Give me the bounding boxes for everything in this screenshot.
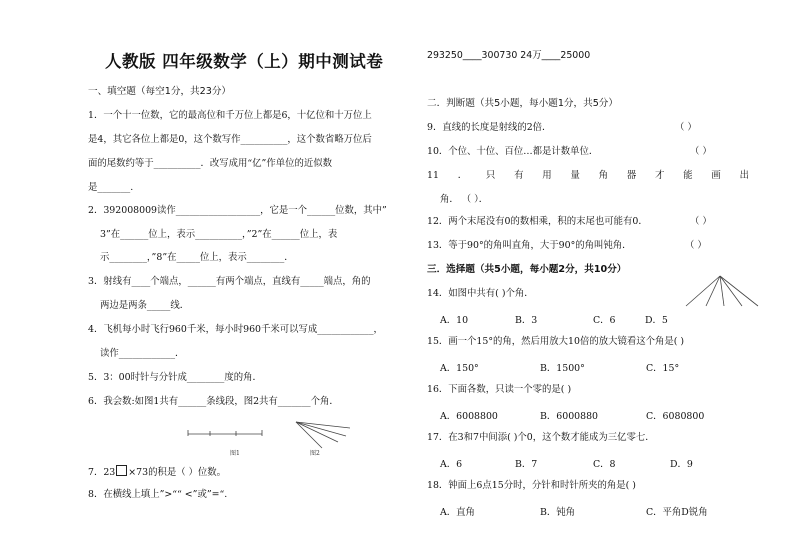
choice-14-option-d: D．5: [645, 315, 668, 326]
question-7-suffix: ×73的积是（ ）位数。: [128, 467, 227, 478]
judgement-11-line-2: 角． （ ）．: [440, 194, 489, 205]
judgement-9: 9．直线的长度是射线的2倍．: [427, 122, 552, 133]
question-8: 8．在横线上填上”>““ <”或”=“.: [88, 489, 228, 500]
judgement-10-answer: （ ）: [690, 146, 712, 157]
choice-16-option-c: C．6080800: [646, 411, 705, 422]
question-7: [88, 465, 226, 479]
choice-18-option-b: B．钝角: [540, 507, 576, 518]
judgement-11-char: 用: [542, 170, 552, 181]
choice-16-option-b: B．6000880: [540, 411, 599, 422]
judgement-11-char: 画: [711, 170, 721, 181]
choice-16-option-a: A．6008800: [440, 411, 498, 422]
question-2-line-1: 2．392008009读作__________________，它是一个______位数，其中”: [88, 205, 387, 216]
judgement-11-char: 11: [427, 170, 439, 181]
choice-17-option-c: C．8: [593, 459, 616, 470]
judgement-11-char: ．: [457, 170, 468, 181]
figure-1-segments: [186, 428, 266, 440]
choice-18: 18．钟面上6点15分时，分针和时针所夹的角是( ): [427, 480, 636, 491]
question-6: 6．我会数:如图1共有______条线段，图2共有_______个角．: [88, 396, 339, 407]
judgement-11-char: 有: [514, 170, 524, 181]
choice-14-option-c: C．6: [593, 315, 616, 326]
figure-2-caption: 图2: [310, 450, 320, 457]
question-1-line-4: 是_______.: [88, 182, 134, 193]
choice-17-option-d: D．9: [670, 459, 693, 470]
question-4-line-1: 4．飞机每小时飞行960千米，每小时960千米可以写成____________，: [88, 324, 383, 335]
section-judgement-heading: 二．判断题（共5小题，每小题1分，共5分）: [427, 98, 618, 109]
judgement-11-char: 只: [485, 170, 496, 181]
judgement-13: 13．等于90°的角叫直角，大于90°的角叫钝角．: [427, 240, 632, 251]
question-4-line-2: 读作____________．: [100, 348, 185, 359]
choice-18-option-a: A．直角: [440, 507, 475, 518]
choice-17-option-b: B．7: [515, 459, 538, 470]
figure-2-angles: [294, 418, 354, 452]
judgement-11-line-1: [427, 170, 749, 182]
judgement-11-char: 量: [570, 170, 580, 181]
question-5: 5．3：00时针与分针成________度的角．: [88, 372, 262, 383]
comparison-line: 293250____300730 24万____25000: [427, 50, 591, 61]
question-1-line-3: 面的尾数约等于__________．改写成用“亿”作单位的近似数: [88, 158, 332, 169]
choice-15-option-a: A．150°: [440, 363, 479, 374]
judgement-12-answer: （ ）: [690, 216, 712, 227]
judgement-11-char: 才: [655, 170, 665, 181]
question-1-line-1: 1．一个十一位数，它的最高位和千万位上都是6，十亿位和十万位上: [88, 110, 372, 121]
question-2-line-2: 3”在______位上，表示__________，”2”在______位上，表: [100, 229, 338, 240]
question-7-prefix: 7．23: [88, 467, 116, 478]
section-choice-heading: 三．选择题（共5小题，每小题2分，共10分）: [427, 264, 627, 275]
judgement-11-char: 能: [683, 170, 693, 181]
choice-17-option-a: A．6: [440, 459, 463, 470]
question-3-line-1: 3．射线有____个端点，______有两个端点，直线有_____端点，角的: [88, 276, 371, 287]
choice-15-option-c: C．15°: [646, 363, 680, 374]
choice-16: 16．下面各数，只读一个零的是( ): [427, 384, 572, 395]
judgement-11-char: 器: [626, 170, 637, 181]
question-1-line-2: 是4，其它各位上都是0，这个数写作__________，这个数省略万位后: [88, 134, 372, 145]
choice-15: 15．画一个15°的角，然后用放大10倍的放大镜看这个角是( ): [427, 336, 685, 347]
choice-18-option-c: C．平角D锐角: [646, 507, 708, 518]
judgement-13-answer: （ ）: [685, 240, 707, 251]
choice-14-option-b: B．3: [515, 315, 538, 326]
choice-14-figure: [684, 274, 760, 310]
choice-14-option-a: A．10: [440, 315, 469, 326]
question-3-line-2: 两边是两条_____线．: [100, 300, 190, 311]
judgement-10: 10．个位、十位、百位…都是计数单位．: [427, 146, 599, 157]
choice-15-option-b: B．1500°: [540, 363, 585, 374]
blank-box: [116, 465, 127, 476]
choice-14: 14．如图中共有( )个角．: [427, 288, 534, 299]
choice-17: 17．在3和7中间添( )个0，这个数才能成为三亿零七．: [427, 432, 655, 443]
question-2-line-3: 示________，”8”在_____位上，表示________．: [100, 252, 294, 263]
section-fill-in-heading: 一、填空题（每空1分，共23分）: [88, 86, 232, 97]
figure-1-caption: 图1: [230, 450, 240, 457]
page-title: 人教版 四年级数学（上）期中测试卷: [105, 52, 384, 71]
judgement-11-char: 角: [598, 170, 609, 181]
judgement-12: 12．两个末尾没有0的数相乘，积的末尾也可能有0．: [427, 216, 648, 227]
judgement-11-char: 出: [739, 170, 749, 181]
judgement-9-answer: （ ）: [675, 122, 697, 133]
